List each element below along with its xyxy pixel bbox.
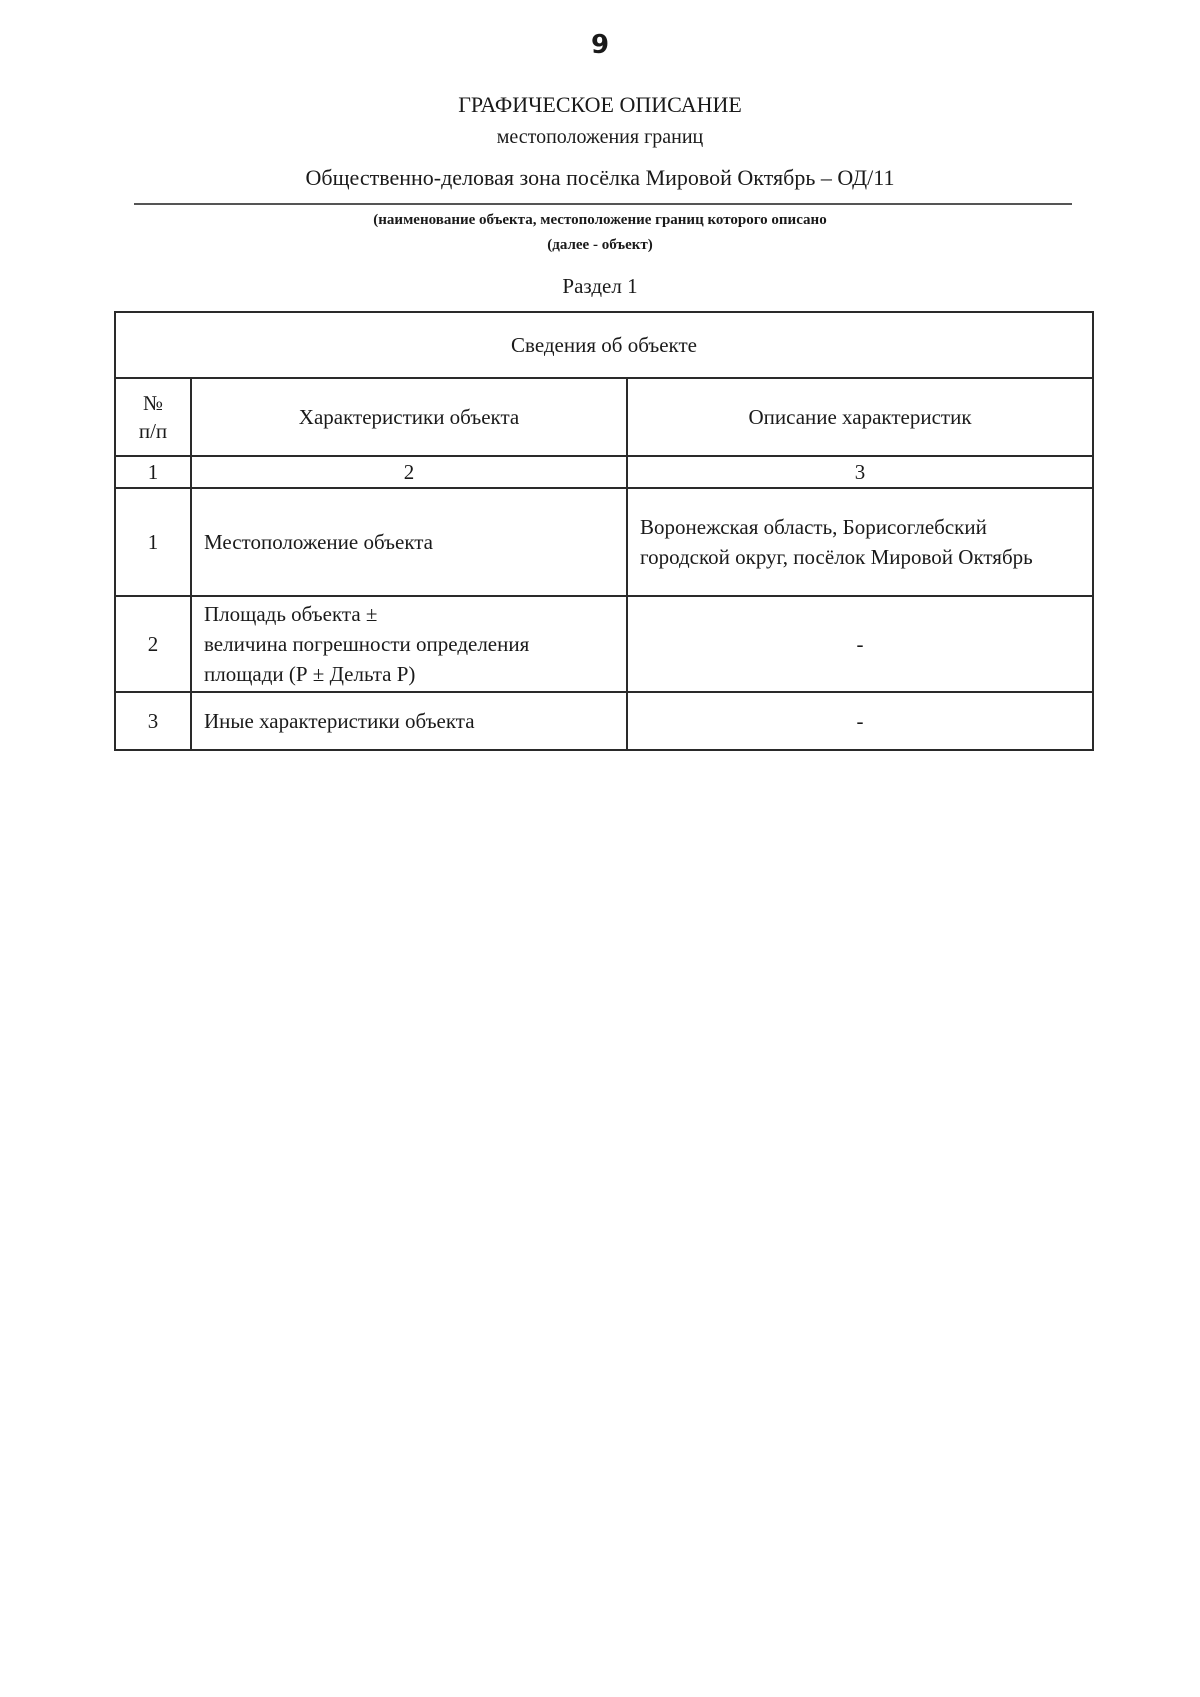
header-number-abbr: п/п <box>138 419 168 443</box>
row-number: 3 <box>115 692 191 750</box>
page-number: 9 <box>590 30 610 60</box>
column-index-3: 3 <box>627 456 1093 488</box>
object-info-table <box>114 311 1094 751</box>
table-row <box>115 596 1093 692</box>
table-row <box>115 692 1093 750</box>
object-name-underline <box>134 203 1072 205</box>
row-description: Воронежская область, Борисоглебский городской округ, посёлок Мировой Октябрь <box>627 488 1093 596</box>
column-index-1: 1 <box>115 456 191 488</box>
row-characteristic: Местоположение объекта <box>191 488 627 596</box>
row-characteristic-line: площади (Р ± Дельта Р) <box>204 662 416 686</box>
object-name: Общественно-деловая зона посёлка Мировой Октябрь – ОД/11 <box>305 165 895 190</box>
object-name-caption-continued: (далее - объект) <box>547 237 653 253</box>
header-number <box>115 378 191 456</box>
row-description: - <box>627 692 1093 750</box>
table-row <box>115 488 1093 596</box>
row-description: - <box>627 596 1093 692</box>
row-number: 1 <box>115 488 191 596</box>
header-description: Описание характеристик <box>627 378 1093 456</box>
table-title-row <box>115 312 1093 378</box>
row-characteristic: Иные характеристики объекта <box>191 692 627 750</box>
row-number: 2 <box>115 596 191 692</box>
header-number-symbol: № <box>142 391 164 415</box>
section-label: Раздел 1 <box>562 274 638 298</box>
table-header-row <box>115 378 1093 456</box>
document-title: ГРАФИЧЕСКОЕ ОПИСАНИЕ <box>458 92 742 117</box>
row-characteristic-line: Площадь объекта ± <box>204 602 378 626</box>
row-characteristic <box>191 596 627 692</box>
row-characteristic-line: величина погрешности определения <box>204 632 530 656</box>
table-title: Сведения об объекте <box>115 312 1093 378</box>
column-index-row <box>115 456 1093 488</box>
column-index-2: 2 <box>191 456 627 488</box>
header-characteristics: Характеристики объекта <box>191 378 627 456</box>
document-subtitle: местоположения границ <box>496 126 704 148</box>
object-name-caption: (наименование объекта, местоположение границ которого описано <box>373 212 827 228</box>
